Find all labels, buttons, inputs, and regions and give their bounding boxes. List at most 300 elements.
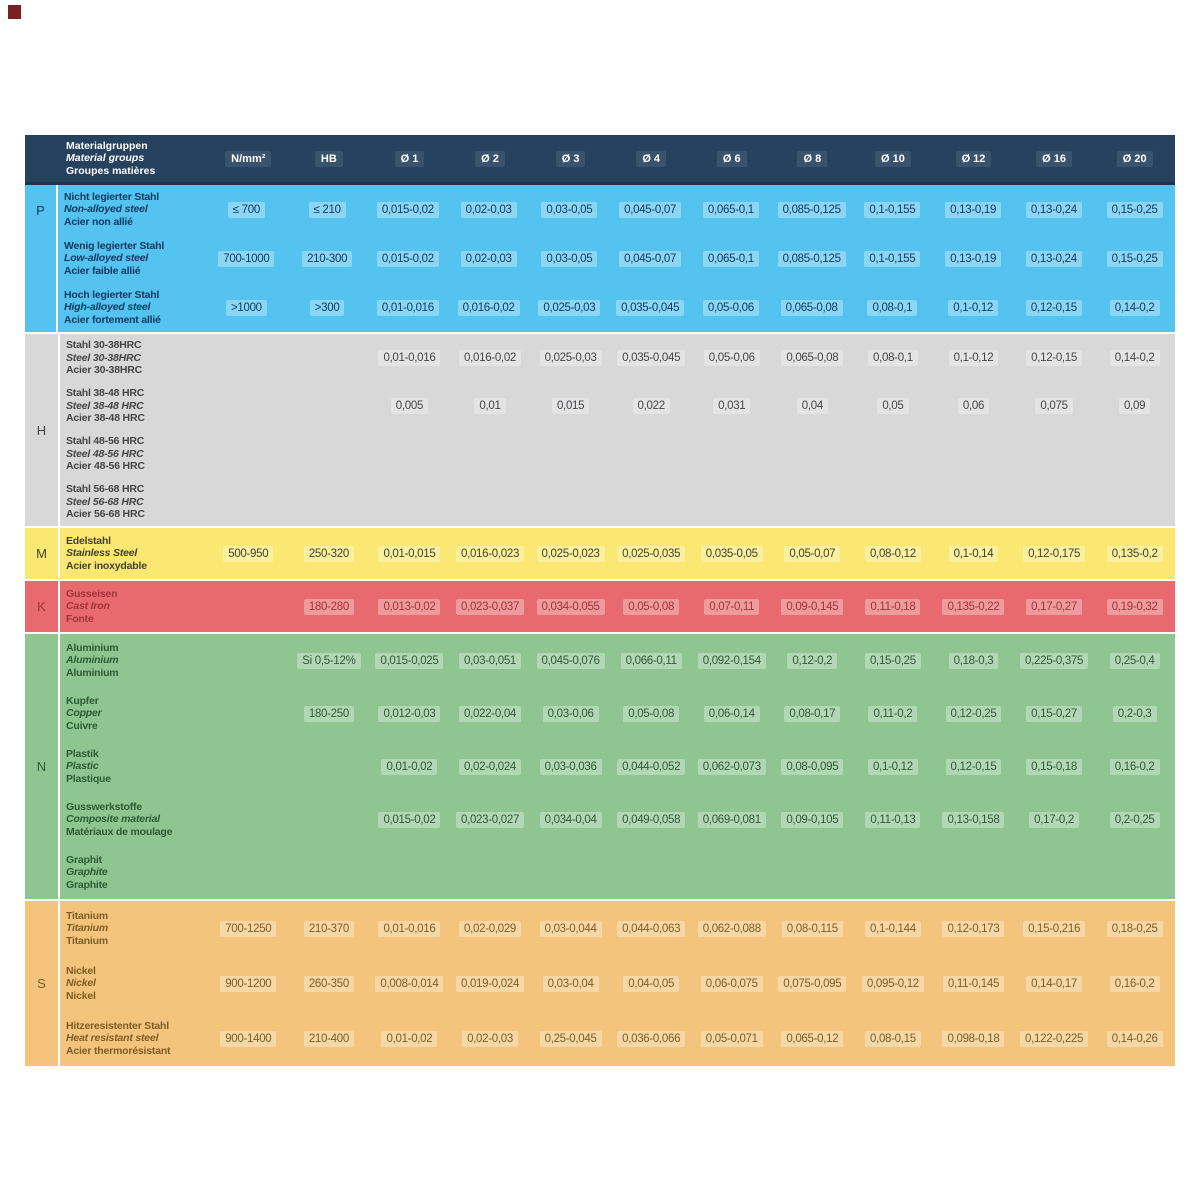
value: 0,066-0,11: [621, 653, 682, 669]
value-cell: [208, 1011, 289, 1066]
material-name-cell: [60, 956, 208, 1011]
value-cell: [1014, 740, 1095, 793]
material-name-en: Cast Iron: [66, 600, 110, 613]
group-letter-header-spacer: [25, 135, 60, 182]
value-cell: [852, 234, 933, 283]
value: 0,05-0,06: [704, 350, 760, 366]
value: 0,1-0,12: [948, 300, 998, 316]
value-cell: [1014, 528, 1095, 579]
value: 0,05-0,08: [623, 599, 679, 615]
value: 0,08-0,095: [781, 759, 843, 775]
value: 0,01-0,015: [378, 546, 440, 562]
value-cell: [611, 430, 692, 478]
value: 500-950: [223, 546, 273, 562]
value: 0,05-0,071: [701, 1031, 763, 1047]
material-group-K: [25, 581, 1175, 632]
value: 0,04: [797, 398, 828, 414]
value-cell: [450, 956, 531, 1011]
value: 0,02-0,029: [459, 921, 521, 937]
group-letter-N: N: [25, 634, 60, 899]
value: 0,069-0,081: [698, 812, 766, 828]
value: 0,12-0,2: [787, 653, 837, 669]
value: 0,08-0,115: [782, 921, 843, 937]
value-cell: [450, 634, 531, 687]
group-rows: [60, 528, 1175, 579]
value-cell: [772, 334, 853, 382]
column-header-3: [530, 135, 611, 182]
value: 0,035-0,05: [701, 546, 763, 562]
value-cell: [369, 581, 450, 632]
column-header-8: [772, 135, 853, 182]
value-cell: [1014, 687, 1095, 740]
value-cell: [852, 185, 933, 234]
value: 0,12-0,175: [1023, 546, 1085, 562]
value-cell: [691, 687, 772, 740]
material-name-de: Kupfer: [66, 694, 99, 707]
column-header-hb: [289, 135, 370, 182]
material-name-en: Plastic: [66, 760, 99, 773]
value: 0,015-0,02: [377, 251, 439, 267]
value: 0,09-0,145: [781, 599, 843, 615]
material-group-H: [25, 334, 1175, 526]
value: 0,023-0,037: [456, 599, 524, 615]
value: 0,025-0,03: [540, 350, 602, 366]
value: 0,08-0,1: [868, 350, 918, 366]
value-cell: [530, 740, 611, 793]
value-cell: [450, 793, 531, 846]
value: 0,08-0,17: [784, 706, 840, 722]
material-name-cell: [60, 901, 208, 956]
value-cell: [933, 283, 1014, 332]
value-cell: [530, 334, 611, 382]
column-header-label: HB: [315, 151, 343, 167]
value: 0,12-0,15: [1026, 350, 1082, 366]
value-cell: [1094, 430, 1175, 478]
value-cell: [772, 528, 853, 579]
value: 0,045-0,076: [537, 653, 605, 669]
value: 0,015-0,02: [377, 202, 439, 218]
column-header-10: [853, 135, 934, 182]
value: 0,135-0,22: [942, 599, 1004, 615]
value: 0,07-0,11: [704, 599, 759, 615]
value-cell: [853, 334, 934, 382]
material-row: [60, 1011, 1175, 1066]
value-cell: [853, 430, 934, 478]
value-cell: [530, 901, 611, 956]
value-cell: [853, 478, 934, 526]
value-cell: [368, 234, 449, 283]
value: 0,06-0,075: [701, 976, 763, 992]
value: 0,012-0,03: [378, 706, 440, 722]
material-name-cell: [60, 334, 208, 382]
value: 0,15-0,25: [1107, 202, 1163, 218]
value: 0,09-0,105: [781, 812, 843, 828]
value: 0,15-0,216: [1023, 921, 1085, 937]
value-cell: [208, 687, 289, 740]
column-header-4: [611, 135, 692, 182]
material-name-de: Stahl 48-56 HRC: [66, 435, 145, 448]
value-cell: [1094, 185, 1175, 234]
value-cell: [289, 478, 370, 526]
value-cell: [369, 382, 450, 430]
value-cell: [450, 1011, 531, 1066]
value-cell: [772, 956, 853, 1011]
value-cell: [772, 740, 853, 793]
value-cell: [1094, 283, 1175, 332]
value: 0,18-0,3: [949, 653, 999, 669]
value: 0,08-0,12: [865, 546, 921, 562]
group-letter-S: S: [25, 901, 60, 1066]
value-cell: [206, 185, 287, 234]
value: ≤ 210: [309, 202, 346, 218]
value: 0,18-0,25: [1107, 921, 1163, 937]
value: 0,01-0,016: [378, 350, 440, 366]
column-header-6: [691, 135, 772, 182]
material-name-en: Steel 38-48 HRC: [66, 399, 144, 412]
value: 0,035-0,045: [617, 350, 685, 366]
material-group-M: [25, 528, 1175, 579]
value-cell: [853, 687, 934, 740]
value-cell: [1014, 334, 1095, 382]
value: 0,03-0,036: [540, 759, 602, 775]
value: 0,16-0,2: [1110, 759, 1160, 775]
material-name-de: Plastik: [66, 747, 99, 760]
value-cell: [1094, 740, 1175, 793]
value-cell: [611, 334, 692, 382]
value-cell: [691, 185, 772, 234]
material-name-fr: Acier 56-68 HRC: [66, 508, 145, 521]
value-cell: [691, 956, 772, 1011]
material-name-de: Nicht legierter Stahl: [64, 190, 159, 203]
page-corner-mark: [8, 5, 21, 19]
value: 0,03-0,05: [541, 251, 597, 267]
value: 0,02-0,03: [461, 202, 517, 218]
value-cell: [450, 687, 531, 740]
column-header-label: Ø 6: [717, 151, 747, 167]
value-cell: [289, 581, 370, 632]
value-cell: [369, 740, 450, 793]
value-cell: [933, 430, 1014, 478]
value-cell: [530, 793, 611, 846]
value-cell: [529, 283, 610, 332]
value-cell: [933, 634, 1014, 687]
value-cell: [289, 793, 370, 846]
value: 0,19-0,32: [1107, 599, 1163, 615]
value-cell: [691, 740, 772, 793]
value-cell: [611, 956, 692, 1011]
column-header-label: Ø 1: [395, 151, 425, 167]
value: 0,016-0,02: [458, 300, 520, 316]
value-cell: [691, 234, 772, 283]
material-name-fr: Plastique: [66, 772, 111, 785]
value: 0,019-0,024: [456, 976, 524, 992]
value-cell: [611, 581, 692, 632]
value: 0,2-0,25: [1110, 812, 1160, 828]
column-header-label: Ø 12: [956, 151, 992, 167]
value: 0,13-0,19: [945, 202, 1001, 218]
value: 0,15-0,25: [1107, 251, 1163, 267]
value: 0,06-0,14: [704, 706, 760, 722]
value: 0,095-0,12: [862, 976, 924, 992]
material-name-de: Hoch legierter Stahl: [64, 288, 160, 301]
value: 0,1-0,12: [949, 350, 999, 366]
material-group-N: [25, 634, 1175, 899]
material-row: [60, 478, 1175, 526]
value-cell: [772, 634, 853, 687]
value-cell: [772, 1011, 853, 1066]
value: 0,02-0,03: [462, 1031, 518, 1047]
value-cell: [933, 581, 1014, 632]
material-name-en: Non-alloyed steel: [64, 203, 148, 216]
material-name-de: Hitzeresistenter Stahl: [66, 1019, 169, 1032]
value: 0,031: [713, 398, 750, 414]
value-cell: [611, 1011, 692, 1066]
column-header-label: Ø 8: [797, 151, 827, 167]
material-row: [60, 581, 1175, 632]
material-name-en: Composite material: [66, 813, 160, 826]
value-cell: [933, 846, 1014, 899]
value: 0,085-0,125: [778, 251, 846, 267]
value-cell: [287, 283, 368, 332]
value: 0,13-0,158: [942, 812, 1004, 828]
value-cell: [369, 793, 450, 846]
value-cell: [1014, 956, 1095, 1011]
value-cell: [771, 185, 852, 234]
group-rows: [60, 634, 1175, 899]
value-cell: [1094, 478, 1175, 526]
material-name-cell: [58, 185, 206, 234]
material-name-en: Heat resistant steel: [66, 1032, 159, 1045]
material-row: [60, 430, 1175, 478]
value-cell: [933, 687, 1014, 740]
material-name-fr: Acier 38-48 HRC: [66, 412, 145, 425]
value-cell: [610, 234, 691, 283]
value: 0,016-0,023: [456, 546, 524, 562]
value: 0,122-0,225: [1020, 1031, 1088, 1047]
value-cell: [853, 528, 934, 579]
value-cell: [772, 687, 853, 740]
value: 0,25-0,045: [540, 1031, 602, 1047]
material-name-de: Gusswerkstoffe: [66, 800, 142, 813]
value-cell: [448, 283, 529, 332]
column-header-1: [369, 135, 450, 182]
value-cell: [691, 634, 772, 687]
value-cell: [1014, 283, 1095, 332]
value: 0,25-0,4: [1110, 653, 1160, 669]
value: 0,16-0,2: [1110, 976, 1160, 992]
material-name-en: High-alloyed steel: [64, 301, 151, 314]
value-cell: [369, 901, 450, 956]
value: 0,02-0,03: [461, 251, 517, 267]
material-header-en: Material groups: [66, 152, 145, 165]
value: 0,06: [958, 398, 989, 414]
value-cell: [691, 334, 772, 382]
value-cell: [287, 185, 368, 234]
value-cell: [450, 382, 531, 430]
value-cell: [691, 283, 772, 332]
column-header-label: Ø 10: [875, 151, 911, 167]
value-cell: [450, 846, 531, 899]
material-name-en: Steel 30-38HRC: [66, 351, 141, 364]
value: 0,15-0,27: [1026, 706, 1082, 722]
value-cell: [208, 581, 289, 632]
group-letter-K: K: [25, 581, 60, 632]
value: 210-400: [304, 1031, 354, 1047]
value-cell: [853, 793, 934, 846]
column-header-label: Ø 3: [556, 151, 586, 167]
value: 0,049-0,058: [617, 812, 685, 828]
value-cell: [771, 234, 852, 283]
value: 0,045-0,07: [619, 251, 681, 267]
value-cell: [368, 283, 449, 332]
value: 0,098-0,18: [942, 1031, 1004, 1047]
value-cell: [933, 793, 1014, 846]
value: 0,044-0,052: [617, 759, 685, 775]
material-row: [60, 687, 1175, 740]
value-cell: [691, 793, 772, 846]
value-cell: [1014, 846, 1095, 899]
value-cell: [530, 382, 611, 430]
value: 0,03-0,05: [541, 202, 597, 218]
value: 0,1-0,144: [865, 921, 921, 937]
material-name-fr: Acier inoxydable: [66, 559, 147, 572]
value-cell: [1094, 334, 1175, 382]
value-cell: [852, 283, 933, 332]
value: 0,135-0,2: [1107, 546, 1163, 562]
value-cell: [933, 185, 1014, 234]
value-cell: [208, 740, 289, 793]
value: 210-370: [304, 921, 354, 937]
material-group-S: [25, 901, 1175, 1066]
value-cell: [772, 430, 853, 478]
table-body: [25, 185, 1175, 1066]
material-name-de: Nickel: [66, 964, 96, 977]
value: 0,065-0,1: [703, 202, 759, 218]
value-cell: [369, 1011, 450, 1066]
material-name-de: Graphit: [66, 853, 102, 866]
value-cell: [369, 334, 450, 382]
value: 0,025-0,035: [617, 546, 685, 562]
group-rows: [58, 185, 1175, 332]
value: 0,05-0,07: [784, 546, 840, 562]
material-name-cell: [60, 430, 208, 478]
value-cell: [1014, 581, 1095, 632]
value-cell: [450, 901, 531, 956]
value-cell: [772, 901, 853, 956]
material-name-cell: [60, 581, 208, 632]
value-cell: [450, 740, 531, 793]
value: 0,013-0,02: [378, 599, 440, 615]
value-cell: [529, 185, 610, 234]
value-cell: [691, 581, 772, 632]
value: 0,17-0,2: [1029, 812, 1079, 828]
column-header-nmm: [208, 135, 289, 182]
value-cell: [611, 740, 692, 793]
feed-rate-table: [25, 135, 1175, 1066]
value: 0,1-0,155: [864, 202, 920, 218]
material-name-fr: Matériaux de moulage: [66, 825, 173, 838]
column-header-2: [450, 135, 531, 182]
group-letter-P: P: [25, 185, 58, 332]
value: 0,035-0,045: [616, 300, 684, 316]
value-cell: [853, 382, 934, 430]
value-cell: [530, 528, 611, 579]
value: 0,03-0,04: [543, 976, 599, 992]
value: 0,022-0,04: [459, 706, 521, 722]
value-cell: [450, 581, 531, 632]
value-cell: [289, 687, 370, 740]
value-cell: [448, 234, 529, 283]
value-cell: [853, 846, 934, 899]
value-cell: [289, 956, 370, 1011]
value: 0,1-0,155: [864, 251, 920, 267]
material-name-cell: [60, 846, 208, 899]
material-row: [60, 793, 1175, 846]
group-letter-M: M: [25, 528, 60, 579]
value-cell: [206, 283, 287, 332]
material-name-cell: [60, 793, 208, 846]
value-cell: [933, 528, 1014, 579]
value: 0,14-0,17: [1026, 976, 1082, 992]
value-cell: [530, 634, 611, 687]
value: 0,1-0,14: [949, 546, 999, 562]
value: 260-350: [304, 976, 354, 992]
value-cell: [1094, 634, 1175, 687]
value: 0,03-0,06: [543, 706, 599, 722]
value: 700-1250: [220, 921, 276, 937]
value-cell: [208, 382, 289, 430]
value: 0,17-0,27: [1026, 599, 1082, 615]
value: 0,04-0,05: [623, 976, 679, 992]
value: 0,03-0,051: [459, 653, 521, 669]
value: 0,08-0,15: [865, 1031, 921, 1047]
material-name-fr: Titanium: [66, 934, 108, 947]
value: 0,11-0,13: [865, 812, 920, 828]
material-name-en: Stainless Steel: [66, 547, 138, 560]
value: 0,01-0,016: [378, 921, 440, 937]
value-cell: [1094, 956, 1175, 1011]
value-cell: [369, 687, 450, 740]
material-name-de: Aluminium: [66, 641, 119, 654]
value: 0,008-0,014: [375, 976, 443, 992]
value-cell: [1094, 687, 1175, 740]
value-cell: [450, 528, 531, 579]
material-name-fr: Aluminium: [66, 666, 119, 679]
value-cell: [529, 234, 610, 283]
value-cell: [208, 793, 289, 846]
value-cell: [1094, 528, 1175, 579]
value-cell: [289, 528, 370, 579]
value-cell: [369, 478, 450, 526]
value-cell: [289, 1011, 370, 1066]
value-cell: [691, 478, 772, 526]
value-cell: [772, 793, 853, 846]
material-name-de: Gusseisen: [66, 587, 118, 600]
value: 0,01-0,016: [377, 300, 439, 316]
value-cell: [1094, 1011, 1175, 1066]
value: 0,15-0,25: [865, 653, 921, 669]
value-cell: [530, 687, 611, 740]
material-header-de: Materialgruppen: [66, 139, 148, 152]
value-cell: [1094, 793, 1175, 846]
material-name-fr: Acier faible allié: [64, 264, 141, 277]
group-letter-H: H: [25, 334, 60, 526]
value: 0,225-0,375: [1020, 653, 1088, 669]
material-name-fr: Nickel: [66, 989, 96, 1002]
value: 0,05-0,08: [623, 706, 679, 722]
value: 0,025-0,023: [537, 546, 605, 562]
value-cell: [530, 846, 611, 899]
